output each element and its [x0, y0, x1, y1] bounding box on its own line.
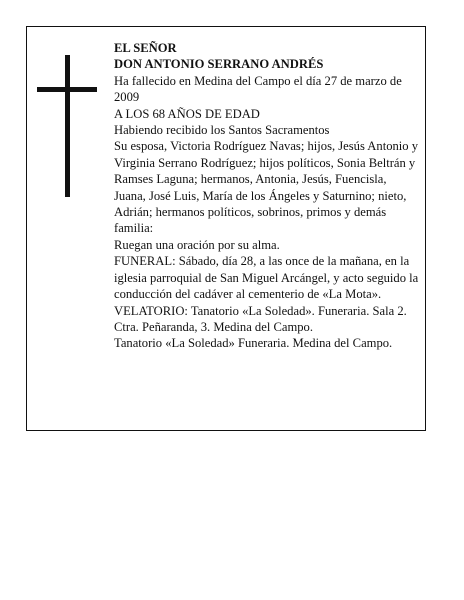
age-line: A LOS 68 AÑOS DE EDAD	[114, 106, 260, 121]
prayer-line: Ruegan una oración por su alma.	[114, 237, 280, 252]
sacraments-line: Habiendo recibido los Santos Sacramentos	[114, 123, 330, 138]
notice-title: EL SEÑOR	[114, 41, 177, 55]
funeral-home-line: Tanatorio «La Soledad» Funeraria. Medina del Campo.	[114, 336, 393, 351]
cross-vertical-bar	[65, 55, 70, 197]
cross-horizontal-bar	[37, 87, 97, 92]
deceased-name: DON ANTONIO SERRANO ANDRÉS	[114, 57, 324, 72]
obituary-notice	[26, 26, 426, 431]
notice-text	[114, 40, 421, 352]
death-line: Ha fallecido en Medina del Campo el día 27 de marzo de 2009	[114, 73, 402, 105]
funeral-paragraph: FUNERAL: Sábado, día 28, a las once de la mañana, en la iglesia parroquial de San Miguel Arcángel, y acto seguido la conducción del cadáver al cementerio de «La Mota».	[114, 254, 419, 302]
family-paragraph: Su esposa, Victoria Rodríguez Navas; hijos, Jesús Antonio y Virginia Serrano Rodríguez; hijos políticos, Sonia Beltrán y Ramses Laguna; hermanos, Antonia, Jesús, Fuencisla, Juana, José Luis, María de los Ángeles y Saturnino; nieto, Adrián; hermanos políticos, sobrinos, primos y demás familia:	[114, 139, 419, 236]
wake-paragraph: VELATORIO: Tanatorio «La Soledad». Funeraria. Sala 2. Ctra. Peñaranda, 3. Medina del Campo.	[114, 303, 407, 334]
cross-icon	[37, 55, 97, 197]
